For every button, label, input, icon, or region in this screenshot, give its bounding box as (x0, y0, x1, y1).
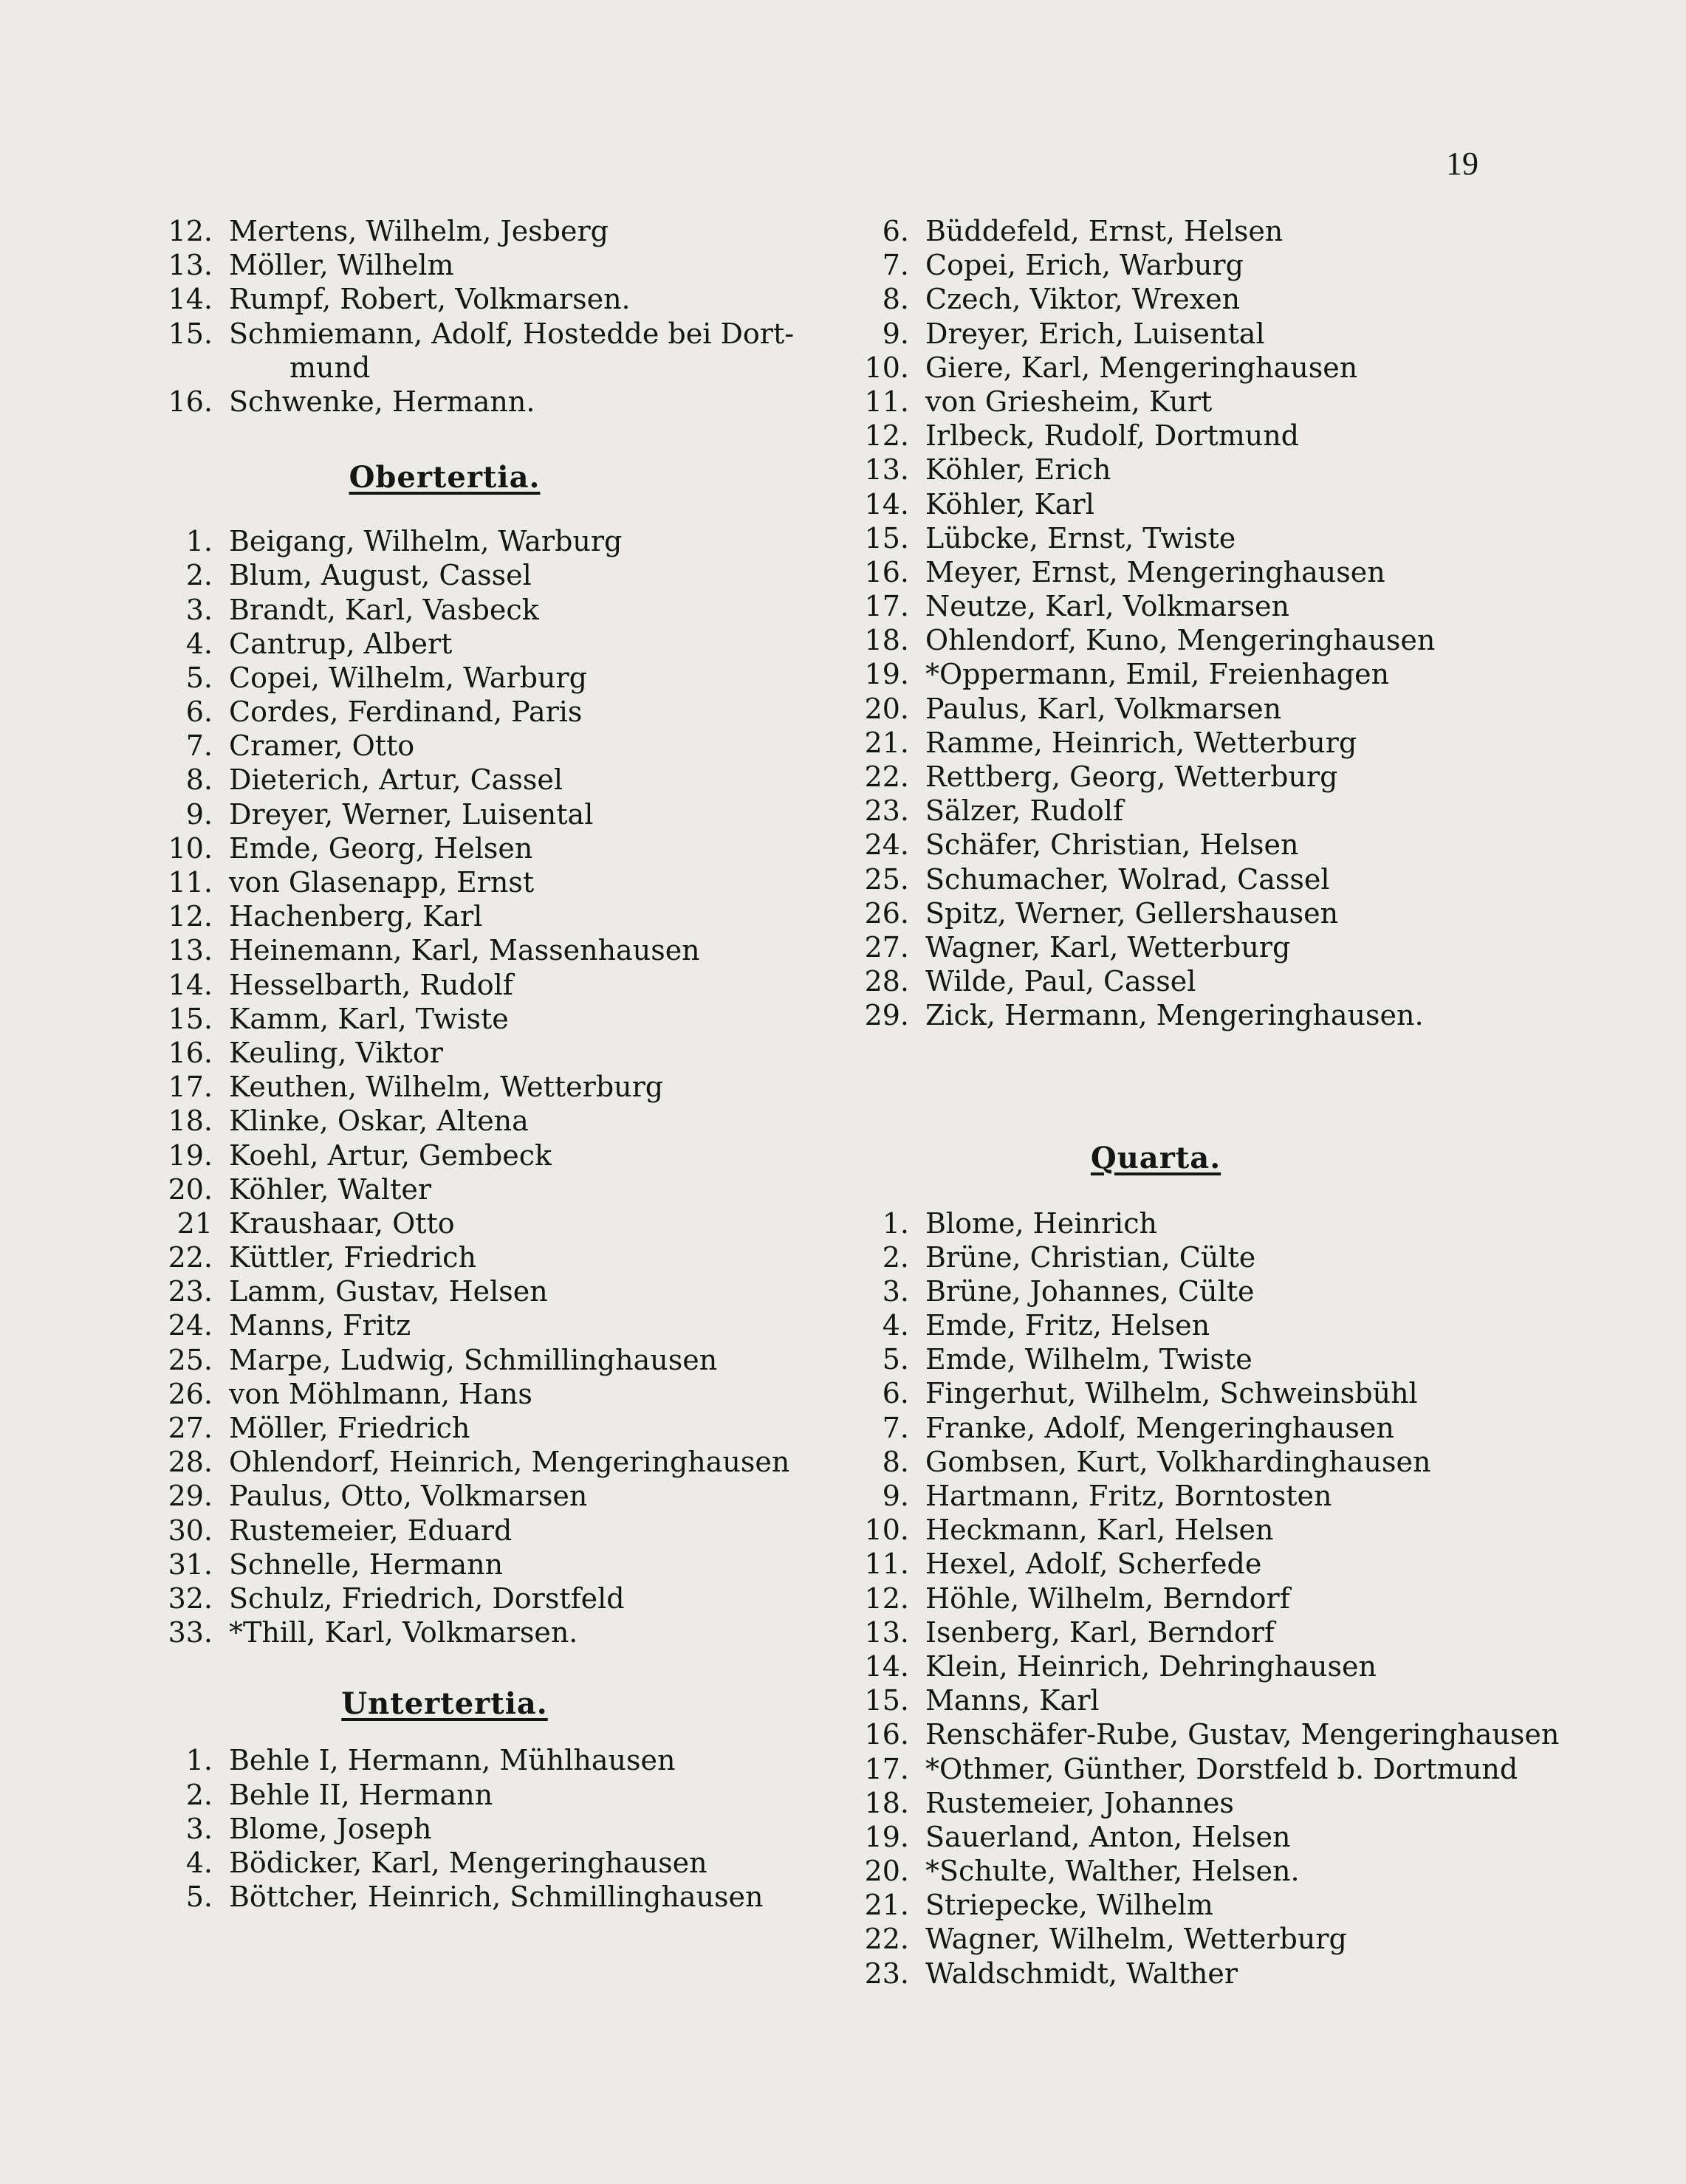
list-entry: 33. *Thill, Karl, Volkmarsen. (168, 1616, 578, 1649)
list-entry: 18. Ohlendorf, Kuno, Mengeringhausen (864, 624, 1436, 657)
list-entry: 13. Möller, Wilhelm (168, 249, 454, 282)
list-entry: 6. Cordes, Ferdinand, Paris (185, 696, 583, 729)
list-entry: 8. Gombsen, Kurt, Volkhardinghausen (882, 1445, 1431, 1478)
list-entry: 15. Lübcke, Ernst, Twiste (864, 521, 1236, 554)
list-entry: 3. Blome, Joseph (185, 1812, 432, 1845)
untertertia-continued-list (860, 214, 1584, 1033)
list-entry: 2. Brüne, Christian, Cülte (882, 1240, 1256, 1274)
list-entry: 16. Renschäfer-Rube, Gustav, Mengeringhausen (864, 1718, 1560, 1751)
list-entry: 13. Isenberg, Karl, Berndorf (864, 1615, 1275, 1649)
list-entry: 29. Zick, Hermann, Mengeringhausen. (864, 999, 1424, 1032)
list-entry: 26. Spitz, Werner, Gellershausen (864, 896, 1339, 930)
list-entry: 14. Köhler, Karl (864, 487, 1094, 521)
list-entry: 22. Küttler, Friedrich (168, 1241, 476, 1274)
list-entry: 28. Ohlendorf, Heinrich, Mengeringhausen (168, 1446, 790, 1479)
list-entry: 20. Paulus, Karl, Volkmarsen (864, 692, 1282, 725)
list-entry: 21 Kraushaar, Otto (177, 1206, 455, 1240)
list-entry: 1. Beigang, Wilhelm, Warburg (185, 525, 623, 558)
list-entry: 15. Manns, Karl (864, 1684, 1100, 1717)
list-entry: 10. Heckmann, Karl, Helsen (864, 1514, 1274, 1547)
list-entry: 14. Klein, Heinrich, Dehringhausen (864, 1649, 1377, 1683)
list-entry: 3. Brüne, Johannes, Cülte (882, 1274, 1255, 1308)
list-entry: 20. *Schulte, Walther, Helsen. (864, 1855, 1300, 1888)
list-entry: 2. Behle II, Hermann (185, 1778, 493, 1811)
list-entry: 13. Heinemann, Karl, Massenhausen (168, 934, 700, 967)
page-number: 19 (1446, 145, 1478, 182)
list-entry: 17. Neutze, Karl, Volkmarsen (864, 590, 1289, 623)
list-entry: 10. Emde, Georg, Helsen (168, 831, 533, 865)
list-entry: 9. Dreyer, Werner, Luisental (185, 797, 594, 831)
list-entry: 25. Schumacher, Wolrad, Cassel (864, 862, 1330, 896)
list-entry: 4. Cantrup, Albert (185, 627, 453, 660)
list-entry: 3. Brandt, Karl, Vasbeck (185, 593, 539, 626)
list-entry: 19. Sauerland, Anton, Helsen (864, 1820, 1291, 1853)
list-entry: 18. Klinke, Oskar, Altena (168, 1105, 529, 1138)
list-entry: 8. Czech, Viktor, Wrexen (882, 283, 1241, 316)
list-entry: 7. Cramer, Otto (185, 729, 415, 763)
list-entry: 17. *Othmer, Günther, Dorstfeld b. Dortmund (864, 1752, 1518, 1785)
list-entry: 6. Fingerhut, Wilhelm, Schweinsbühl (882, 1377, 1418, 1410)
list-entry: 7. Copei, Erich, Warburg (882, 249, 1244, 282)
list-entry: 17. Keuthen, Wilhelm, Wetterburg (168, 1071, 664, 1104)
list-entry-continuation: mund (289, 351, 371, 384)
untertertia-list (164, 1743, 888, 1914)
list-entry: 12. Höhle, Wilhelm, Berndorf (864, 1582, 1290, 1615)
list-entry: 23. Waldschmidt, Walther (864, 1957, 1238, 1990)
section-heading-obertertia: Obertertia. (349, 460, 541, 495)
list-entry: 15. Kamm, Karl, Twiste (168, 1002, 509, 1035)
list-entry: 14. Rumpf, Robert, Volkmarsen. (168, 283, 631, 316)
list-entry: 12. Mertens, Wilhelm, Jesberg (168, 215, 609, 247)
left-column (164, 214, 888, 1914)
list-entry: 1. Blome, Heinrich (882, 1206, 1157, 1240)
list-entry: 11. von Griesheim, Kurt (864, 385, 1213, 418)
list-entry: 22. Wagner, Wilhelm, Wetterburg (864, 1923, 1347, 1956)
list-entry: 5. Emde, Wilhelm, Twiste (882, 1343, 1252, 1376)
list-entry: 16. Schwenke, Hermann. (168, 385, 535, 418)
continued-list (164, 214, 888, 419)
section-heading-untertertia: Untertertia. (341, 1686, 548, 1722)
list-entry: 24. Manns, Fritz (168, 1309, 411, 1342)
list-entry: 27. Möller, Friedrich (168, 1412, 470, 1444)
list-entry: 7. Franke, Adolf, Mengeringhausen (882, 1411, 1394, 1444)
list-entry: 11. Hexel, Adolf, Scherfede (864, 1548, 1262, 1581)
list-entry: 16. Keuling, Viktor (168, 1036, 443, 1069)
list-entry: 19. Koehl, Artur, Gembeck (168, 1139, 552, 1172)
right-column (860, 214, 1584, 1991)
list-entry: 4. Bödicker, Karl, Mengeringhausen (185, 1846, 707, 1879)
list-entry: 1. Behle I, Hermann, Mühlhausen (185, 1744, 676, 1777)
list-entry: 24. Schäfer, Christian, Helsen (864, 828, 1299, 862)
list-entry: 9. Dreyer, Erich, Luisental (882, 317, 1265, 350)
quarta-list (860, 1206, 1584, 1991)
list-entry: 12. Irlbeck, Rudolf, Dortmund (864, 419, 1300, 453)
list-entry: 21. Ramme, Heinrich, Wetterburg (864, 726, 1357, 759)
list-entry: 13. Köhler, Erich (864, 453, 1111, 487)
list-entry: 14. Hesselbarth, Rudolf (168, 968, 513, 1001)
list-entry: 30. Rustemeier, Eduard (168, 1514, 513, 1547)
list-entry: 32. Schulz, Friedrich, Dorstfeld (168, 1582, 625, 1615)
list-entry: 25. Marpe, Ludwig, Schmillinghausen (168, 1343, 718, 1376)
list-entry: 22. Rettberg, Georg, Wetterburg (864, 760, 1338, 793)
list-entry: 15. Schmiemann, Adolf, Hostedde bei Dort- (168, 317, 795, 350)
list-entry: 23. Sälzer, Rudolf (864, 794, 1124, 828)
list-entry: 27. Wagner, Karl, Wetterburg (864, 930, 1291, 964)
list-entry: 5. Böttcher, Heinrich, Schmillinghausen (185, 1881, 764, 1914)
list-entry: 5. Copei, Wilhelm, Warburg (185, 661, 587, 694)
list-entry: 18. Rustemeier, Johannes (864, 1786, 1234, 1819)
list-entry: 4. Emde, Fritz, Helsen (882, 1309, 1210, 1342)
list-entry: 20. Köhler, Walter (168, 1172, 431, 1206)
list-entry: 19. *Oppermann, Emil, Freienhagen (864, 658, 1390, 691)
obertertia-list (164, 524, 888, 1649)
list-entry: 11. von Glasenapp, Ernst (168, 866, 535, 899)
section-heading-quarta: Quarta. (1090, 1140, 1221, 1175)
list-entry: 2. Blum, August, Cassel (185, 559, 532, 592)
list-entry: 23. Lamm, Gustav, Helsen (168, 1275, 548, 1308)
list-entry: 8. Dieterich, Artur, Cassel (185, 763, 563, 797)
list-entry: 10. Giere, Karl, Mengeringhausen (864, 351, 1358, 384)
list-entry: 28. Wilde, Paul, Cassel (864, 965, 1196, 998)
list-entry: 12. Hachenberg, Karl (168, 900, 483, 933)
list-entry: 29. Paulus, Otto, Volkmarsen (168, 1480, 588, 1513)
list-entry: 21. Striepecke, Wilhelm (864, 1889, 1213, 1922)
list-entry: 16. Meyer, Ernst, Mengeringhausen (864, 555, 1385, 588)
list-entry: 6. Büddefeld, Ernst, Helsen (882, 215, 1284, 247)
list-entry: 26. von Möhlmann, Hans (168, 1377, 532, 1410)
list-entry: 9. Hartmann, Fritz, Borntosten (882, 1480, 1332, 1512)
list-entry: 31. Schnelle, Hermann (168, 1548, 504, 1581)
